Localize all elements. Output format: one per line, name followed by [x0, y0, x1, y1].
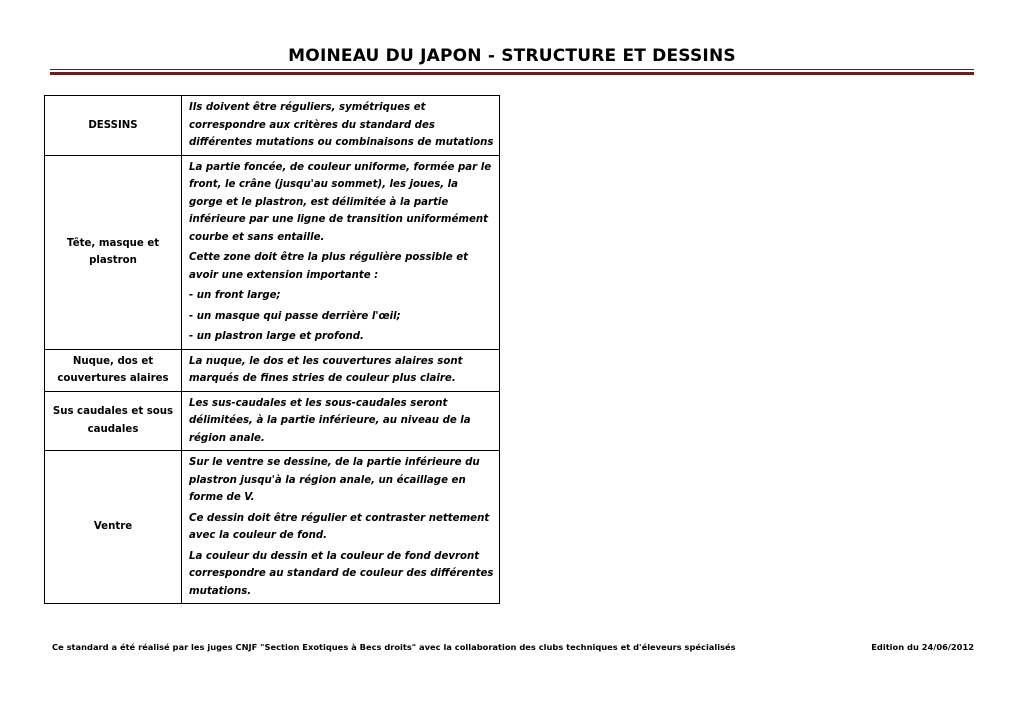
row-label: Ventre	[45, 451, 182, 604]
title-underline-thick	[50, 72, 974, 75]
table-row	[45, 96, 500, 156]
description-paragraph: La couleur du dessin et la couleur de fond devront correspondre au standard de couleur des différentes mutations.	[189, 550, 494, 597]
row-label: Tête, masque et plastron	[45, 155, 182, 349]
page-title: MOINEAU DU JAPON - STRUCTURE ET DESSINS	[288, 46, 736, 66]
description-paragraph: La nuque, le dos et les couvertures alaires sont marqués de fines stries de couleur plus claire.	[189, 355, 463, 384]
row-description	[182, 451, 500, 604]
description-paragraph: Sur le ventre se dessine, de la partie inférieure du plastron jusqu'à la région anale, un écaillage en forme de V.	[189, 457, 480, 503]
table-row	[45, 391, 500, 451]
row-label: DESSINS	[45, 96, 182, 156]
description-paragraph: Les sus-caudales et les sous-caudales seront délimitées, à la partie inférieure, au niveau de la région anale.	[189, 397, 471, 444]
table-row	[45, 349, 500, 391]
description-paragraph: La partie foncée, de couleur uniforme, formée par le front, le crâne (jusqu'au sommet), les joues, la gorge et le plastron, est délimitée à la partie inférieure par une ligne de transition uniformément courbe et sans entaille.	[189, 161, 492, 243]
row-description	[182, 96, 500, 156]
row-label: Nuque, dos et couvertures alaires	[45, 349, 182, 391]
standard-table	[44, 95, 500, 604]
row-description	[182, 349, 500, 391]
row-description	[182, 155, 500, 349]
description-paragraph: Ce dessin doit être régulier et contraster nettement avec la couleur de fond.	[189, 512, 490, 541]
title-underline-thin	[50, 69, 974, 70]
description-paragraph: - un front large;	[189, 290, 281, 301]
description-paragraph: - un plastron large et profond.	[189, 331, 364, 342]
table-row	[45, 451, 500, 604]
description-paragraph: - un masque qui passe derrière l'œil;	[189, 310, 401, 322]
footer-credits: Ce standard a été réalisé par les juges CNJF "Section Exotiques à Becs droits" avec la collaboration des clubs techniques et d'éleveurs spécialisés	[52, 642, 736, 652]
table-row	[45, 155, 500, 349]
row-label: Sus caudales et sous caudales	[45, 391, 182, 451]
description-paragraph: Ils doivent être réguliers, symétriques et correspondre aux critères du standard des différentes mutations ou combinaisons de mutations	[189, 102, 494, 148]
footer-edition-date: Edition du 24/06/2012	[871, 642, 974, 652]
description-paragraph: Cette zone doit être la plus régulière possible et avoir une extension importante :	[189, 252, 469, 281]
row-description	[182, 391, 500, 451]
